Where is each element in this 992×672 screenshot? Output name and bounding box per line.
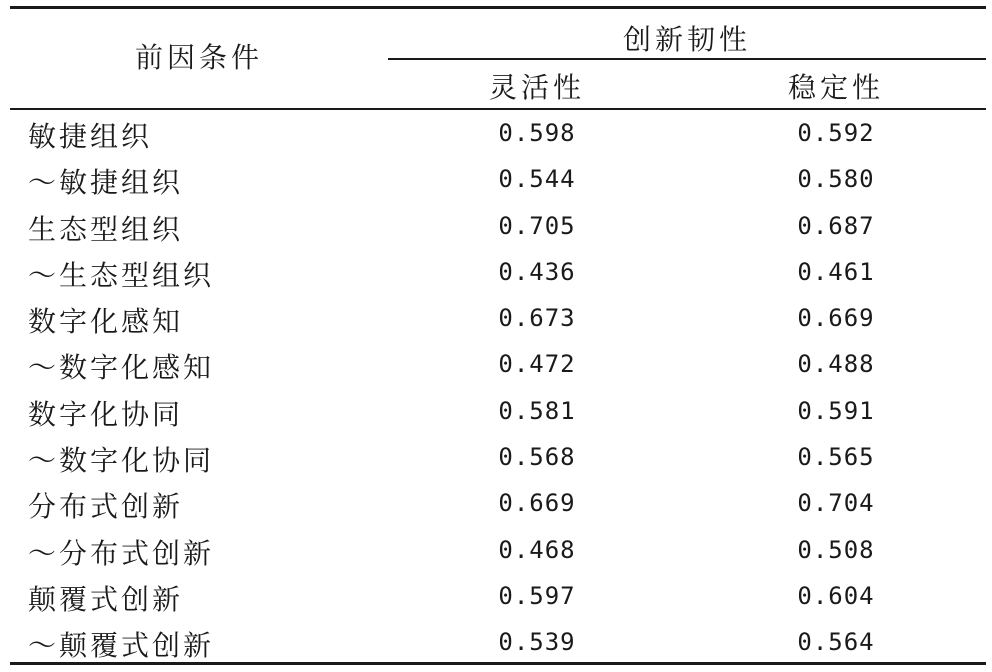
- stability-cell: 0.580: [797, 165, 875, 194]
- stability-cell: 0.508: [797, 535, 875, 564]
- flexibility-cell: 0.539: [498, 628, 576, 657]
- flexibility-cell: 0.568: [498, 443, 576, 472]
- flexibility-cell: 0.436: [498, 257, 576, 286]
- table-row: [10, 480, 986, 526]
- condition-cell: ～分布式创新: [28, 536, 215, 570]
- stability-cell: 0.564: [797, 628, 875, 657]
- table-row: [10, 110, 986, 156]
- flexibility-cell: 0.472: [498, 350, 576, 379]
- table-row: [10, 203, 986, 249]
- condition-cell: 数字化协同: [28, 397, 184, 431]
- condition-cell: ～颠覆式创新: [28, 629, 215, 663]
- table-row: [10, 619, 986, 665]
- table-row: [10, 341, 986, 387]
- table-row: [10, 527, 986, 573]
- table-row: [10, 156, 986, 202]
- table-body: [10, 110, 986, 666]
- bottom-rule: [10, 662, 986, 665]
- condition-cell: ～敏捷组织: [28, 166, 184, 200]
- stability-cell: 0.591: [797, 396, 875, 425]
- top-rule: [10, 6, 986, 9]
- condition-cell: 数字化感知: [28, 305, 184, 339]
- header-innovation-resilience: 创新韧性: [622, 23, 751, 56]
- stability-cell: 0.669: [797, 304, 875, 333]
- condition-cell: 颠覆式创新: [28, 582, 184, 616]
- table-row: [10, 388, 986, 434]
- necessity-table: [10, 6, 986, 666]
- stability-cell: 0.592: [797, 119, 875, 147]
- condition-cell: ～数字化协同: [28, 444, 215, 478]
- condition-cell: 敏捷组织: [28, 120, 153, 153]
- condition-cell: 分布式创新: [28, 490, 184, 524]
- table-row: [10, 295, 986, 341]
- flexibility-cell: 0.669: [498, 489, 576, 518]
- stability-cell: 0.687: [797, 211, 875, 240]
- flexibility-cell: 0.581: [498, 396, 576, 425]
- condition-cell: ～数字化感知: [28, 351, 215, 385]
- condition-cell: ～生态型组织: [28, 258, 215, 292]
- flexibility-cell: 0.544: [498, 165, 576, 194]
- flexibility-cell: 0.673: [498, 304, 576, 333]
- stability-cell: 0.488: [797, 350, 875, 379]
- condition-cell: 生态型组织: [28, 212, 184, 246]
- flexibility-cell: 0.597: [498, 581, 576, 610]
- stability-cell: 0.704: [797, 489, 875, 518]
- header-sub-rule: [388, 58, 986, 60]
- flexibility-cell: 0.705: [498, 211, 576, 240]
- table-row: [10, 249, 986, 295]
- stability-cell: 0.461: [797, 257, 875, 286]
- table-row: [10, 573, 986, 619]
- stability-cell: 0.604: [797, 581, 875, 610]
- table-row: [10, 434, 986, 480]
- header-stability: 稳定性: [787, 71, 884, 104]
- flexibility-cell: 0.598: [498, 119, 576, 147]
- flexibility-cell: 0.468: [498, 535, 576, 564]
- header-flexibility: 灵活性: [488, 71, 585, 104]
- header-antecedent: 前因条件: [134, 41, 263, 74]
- stability-cell: 0.565: [797, 443, 875, 472]
